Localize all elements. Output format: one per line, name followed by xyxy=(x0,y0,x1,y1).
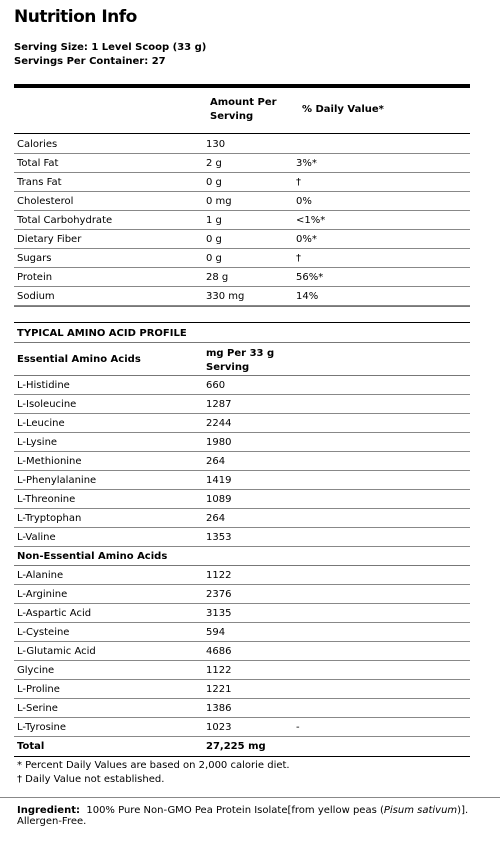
amino-acid-name: L-Serine xyxy=(17,703,58,714)
essential-amino-row xyxy=(14,395,470,414)
amino-acid-mg: 1122 xyxy=(206,570,232,581)
amino-acid-mg: 3135 xyxy=(206,608,232,619)
nutrient-daily-value: 14% xyxy=(296,291,319,302)
nutrient-row xyxy=(14,192,470,211)
non-essential-amino-row xyxy=(14,661,470,680)
nutrient-amount: 1 g xyxy=(206,215,222,226)
amino-acid-mg: 1980 xyxy=(206,437,232,448)
nutrient-name: Total Carbohydrate xyxy=(17,215,113,226)
nutrient-amount: 330 mg xyxy=(206,291,245,302)
non-essential-amino-row xyxy=(14,680,470,699)
nutrient-amount: 0 mg xyxy=(206,196,232,207)
bottom-rule xyxy=(0,797,500,798)
amino-acid-mg: 1221 xyxy=(206,684,232,695)
amino-title-rule xyxy=(14,342,470,343)
amino-top-rule xyxy=(14,322,470,323)
top-thick-rule xyxy=(14,84,470,88)
nutrient-amount: 2 g xyxy=(206,158,222,169)
amount-per-serving-header xyxy=(210,96,277,124)
essential-amino-row xyxy=(14,528,470,547)
non-essential-amino-header: Non-Essential Amino Acids xyxy=(17,551,168,562)
amino-acid-mg: 1353 xyxy=(206,532,232,543)
amino-acid-name: Glycine xyxy=(17,665,55,676)
amino-acid-mg: 2376 xyxy=(206,589,232,600)
amino-acid-name: L-Threonine xyxy=(17,494,76,505)
essential-amino-row xyxy=(14,471,470,490)
nutrient-name: Trans Fat xyxy=(17,177,62,188)
amino-acid-name: L-Phenylalanine xyxy=(17,475,97,486)
nutrient-daily-value: 0% xyxy=(296,196,312,207)
amino-acid-extra: - xyxy=(296,722,300,733)
amino-acid-name: L-Cysteine xyxy=(17,627,70,638)
essential-amino-row xyxy=(14,452,470,471)
nutrient-daily-value: <1%* xyxy=(296,215,326,226)
amino-acid-name: L-Aspartic Acid xyxy=(17,608,92,619)
amino-acid-mg: 1122 xyxy=(206,665,232,676)
nutrient-name: Total Fat xyxy=(17,158,59,169)
nutrient-row xyxy=(14,268,470,287)
serving-size: Serving Size: 1 Level Scoop (33 g) xyxy=(14,42,207,53)
amino-acid-name: L-Isoleucine xyxy=(17,399,77,410)
footnote-not-established: † Daily Value not established. xyxy=(17,774,165,785)
amino-acid-name: L-Histidine xyxy=(17,380,70,391)
nutrient-daily-value: 0%* xyxy=(296,234,317,245)
nutrient-daily-value: 3%* xyxy=(296,158,317,169)
nutrient-daily-value: 56%* xyxy=(296,272,324,283)
nutrient-name: Calories xyxy=(17,139,58,150)
non-essential-amino-row xyxy=(14,585,470,604)
non-essential-amino-row xyxy=(14,699,470,718)
nutrient-name: Sodium xyxy=(17,291,55,302)
amount-header-line1: Amount Per xyxy=(210,97,277,108)
amino-acid-name: L-Lysine xyxy=(17,437,58,448)
nutrient-row xyxy=(14,173,470,192)
amino-acid-name: L-Methionine xyxy=(17,456,82,467)
total-label: Total xyxy=(17,741,45,752)
essential-amino-row xyxy=(14,490,470,509)
nutrition-header-rule xyxy=(14,133,470,134)
ingredient-label: Ingredient: xyxy=(17,805,80,816)
amino-acid-mg: 264 xyxy=(206,513,226,524)
page-title: Nutrition Info xyxy=(14,7,137,27)
ingredient-text-after: )]. Allergen-Free. xyxy=(17,805,469,827)
amino-acid-name: L-Tyrosine xyxy=(17,722,67,733)
ingredient-text-before: 100% Pure Non-GMO Pea Protein Isolate[from yellow peas ( xyxy=(86,805,384,816)
nutrient-row xyxy=(14,249,470,268)
amino-acid-mg: 1089 xyxy=(206,494,232,505)
nutrients-end-rule xyxy=(14,306,470,307)
nutrient-name: Sugars xyxy=(17,253,52,264)
nutrient-row xyxy=(14,135,470,154)
nutrient-daily-value: † xyxy=(296,253,301,264)
essential-amino-row xyxy=(14,433,470,452)
nutrient-row xyxy=(14,230,470,249)
footnote-percent-dv: * Percent Daily Values are based on 2,000 calorie diet. xyxy=(17,760,290,771)
nutrient-name: Protein xyxy=(17,272,53,283)
essential-amino-row xyxy=(14,376,470,395)
row-divider xyxy=(14,546,470,547)
total-value: 27,225 mg xyxy=(206,741,266,752)
nutrient-amount: 130 xyxy=(206,139,226,150)
mg-per-serving-header xyxy=(206,347,274,375)
nutrient-amount: 0 g xyxy=(206,253,222,264)
amino-acid-mg: 2244 xyxy=(206,418,232,429)
ingredient-latin-name: Pisum sativum xyxy=(383,805,458,816)
amino-acid-name: L-Valine xyxy=(17,532,56,543)
nutrient-name: Dietary Fiber xyxy=(17,234,82,245)
ingredient-line xyxy=(17,805,500,827)
amino-acid-mg: 1287 xyxy=(206,399,232,410)
essential-amino-row xyxy=(14,509,470,528)
amino-acid-name: L-Glutamic Acid xyxy=(17,646,96,657)
non-essential-amino-row xyxy=(14,566,470,585)
amino-acid-name: L-Arginine xyxy=(17,589,68,600)
essential-amino-row xyxy=(14,414,470,433)
servings-per-container: Servings Per Container: 27 xyxy=(14,56,166,67)
amino-acid-mg: 594 xyxy=(206,627,226,638)
nutrient-row xyxy=(14,287,470,306)
amino-acid-name: L-Leucine xyxy=(17,418,65,429)
amino-acid-mg: 1419 xyxy=(206,475,232,486)
non-essential-amino-row xyxy=(14,604,470,623)
daily-value-header: % Daily Value* xyxy=(302,104,384,115)
nutrient-daily-value: † xyxy=(296,177,301,188)
amount-header-line2: Serving xyxy=(210,111,254,122)
amino-acid-mg: 660 xyxy=(206,380,226,391)
mg-header-line1: mg Per 33 g xyxy=(206,348,275,359)
non-essential-amino-row xyxy=(14,623,470,642)
essential-amino-header: Essential Amino Acids xyxy=(17,354,141,365)
amino-acid-name: L-Alanine xyxy=(17,570,64,581)
amino-acid-name: L-Proline xyxy=(17,684,60,695)
non-essential-amino-row xyxy=(14,718,470,737)
amino-acid-mg: 1386 xyxy=(206,703,232,714)
nutrient-row xyxy=(14,154,470,173)
nutrient-amount: 0 g xyxy=(206,177,222,188)
amino-acid-mg: 4686 xyxy=(206,646,232,657)
mg-header-line2: Serving xyxy=(206,362,250,373)
nutrient-amount: 0 g xyxy=(206,234,222,245)
amino-profile-title: TYPICAL AMINO ACID PROFILE xyxy=(17,328,187,339)
total-bottom-rule xyxy=(14,756,470,757)
non-essential-amino-row xyxy=(14,642,470,661)
nutrient-row xyxy=(14,211,470,230)
amino-acid-name: L-Tryptophan xyxy=(17,513,82,524)
amino-acid-mg: 1023 xyxy=(206,722,232,733)
nutrient-amount: 28 g xyxy=(206,272,229,283)
nutrient-name: Cholesterol xyxy=(17,196,74,207)
amino-acid-mg: 264 xyxy=(206,456,226,467)
total-row xyxy=(14,737,470,756)
